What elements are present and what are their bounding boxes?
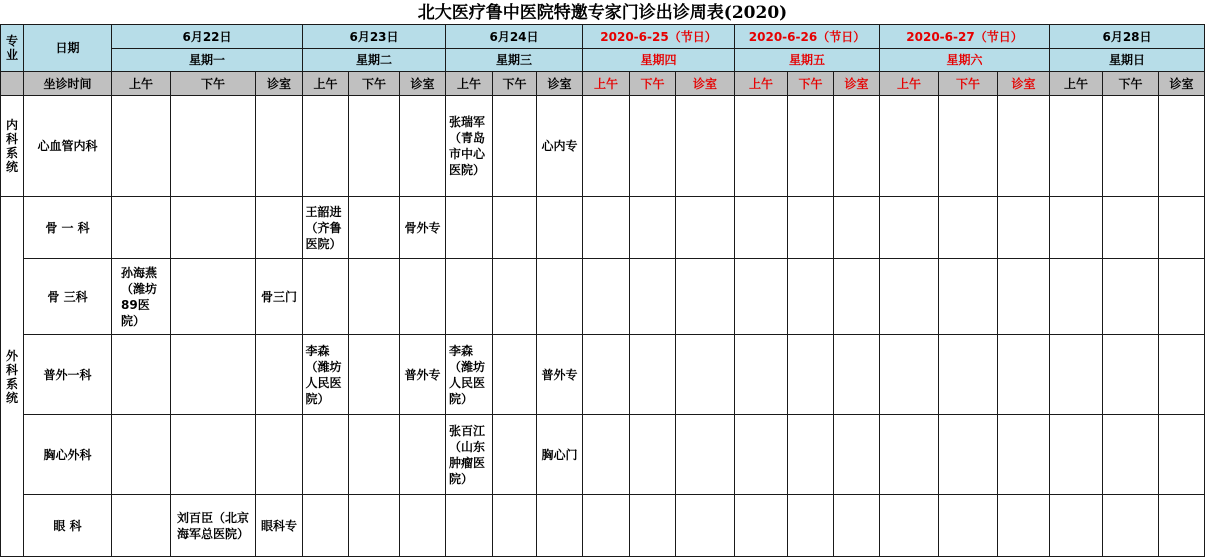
- doctor-cell: 刘百臣（北京海军总医院）: [171, 495, 256, 557]
- table-row: [1, 259, 1205, 335]
- sub-am: 上午: [583, 72, 630, 96]
- date-tue: 6月23日: [303, 25, 446, 49]
- table-row: [1, 415, 1205, 495]
- sub-pm: 下午: [939, 72, 998, 96]
- dept-name: 骨 三科: [24, 259, 112, 335]
- sub-room: 诊室: [998, 72, 1050, 96]
- sub-room: 诊室: [400, 72, 446, 96]
- schedule-title: 北大医疗鲁中医院特邀专家门诊出诊周表(2020): [417, 3, 788, 23]
- group-internal: 内科系统: [1, 96, 24, 197]
- dept-name: 眼 科: [24, 495, 112, 557]
- table-row: [1, 335, 1205, 415]
- sub-room: 诊室: [676, 72, 735, 96]
- doctor-cell: 张瑞军（青岛市中心医院）: [446, 96, 493, 197]
- sub-room: 诊室: [834, 72, 880, 96]
- doctor-cell: 孙海燕（潍坊89医院）: [112, 259, 171, 335]
- weekday-fri: 星期五: [735, 49, 880, 72]
- dept-name: 普外一科: [24, 335, 112, 415]
- sub-pm: 下午: [493, 72, 537, 96]
- sub-pm: 下午: [349, 72, 400, 96]
- room-cell: 普外专: [537, 335, 583, 415]
- corner-cell: [1, 72, 24, 96]
- doctor-cell: 张百江（山东肿瘤医院）: [446, 415, 493, 495]
- sub-am: 上午: [303, 72, 349, 96]
- dept-name: 心血管内科: [24, 96, 112, 197]
- room-cell: 胸心门: [537, 415, 583, 495]
- weekday-wed: 星期三: [446, 49, 583, 72]
- sub-pm: 下午: [630, 72, 676, 96]
- doctor-cell: 李森（潍坊人民医院）: [303, 335, 349, 415]
- doctor-cell: 王韶进（齐鲁医院）: [303, 197, 349, 259]
- sub-am: 上午: [112, 72, 171, 96]
- date-sun: 6月28日: [1050, 25, 1205, 49]
- date-fri: 2020-6-26（节日）: [735, 25, 880, 49]
- date-wed: 6月24日: [446, 25, 583, 49]
- sub-am: 上午: [1050, 72, 1103, 96]
- weekday-sat: 星期六: [880, 49, 1050, 72]
- sub-pm: 下午: [1103, 72, 1159, 96]
- sub-room: 诊室: [537, 72, 583, 96]
- sub-am: 上午: [880, 72, 939, 96]
- weekday-mon: 星期一: [112, 49, 303, 72]
- room-cell: 眼科专: [256, 495, 303, 557]
- room-cell: 骨外专: [400, 197, 446, 259]
- time-header: 坐诊时间: [24, 72, 112, 96]
- table-row: [1, 96, 1205, 197]
- sub-room: 诊室: [256, 72, 303, 96]
- schedule-table: [0, 24, 1205, 557]
- sub-pm: 下午: [788, 72, 834, 96]
- date-sat: 2020-6-27（节日）: [880, 25, 1050, 49]
- sub-room: 诊室: [1159, 72, 1205, 96]
- dept-name: 骨 一 科: [24, 197, 112, 259]
- group-surgery: 外科系统: [1, 197, 24, 557]
- weekday-thu: 星期四: [583, 49, 735, 72]
- dept-name: 胸心外科: [24, 415, 112, 495]
- room-cell: 骨三门: [256, 259, 303, 335]
- date-header: 日期: [24, 25, 112, 72]
- sub-pm: 下午: [171, 72, 256, 96]
- room-cell: 心内专: [537, 96, 583, 197]
- sub-am: 上午: [735, 72, 788, 96]
- doctor-cell: 李森（潍坊人民医院）: [446, 335, 493, 415]
- weekday-tue: 星期二: [303, 49, 446, 72]
- room-cell: 普外专: [400, 335, 446, 415]
- date-mon: 6月22日: [112, 25, 303, 49]
- specialty-header: 专业: [1, 25, 24, 72]
- weekday-sun: 星期日: [1050, 49, 1205, 72]
- sub-am: 上午: [446, 72, 493, 96]
- table-row: [1, 197, 1205, 259]
- date-thu: 2020-6-25（节日）: [583, 25, 735, 49]
- table-row: [1, 495, 1205, 557]
